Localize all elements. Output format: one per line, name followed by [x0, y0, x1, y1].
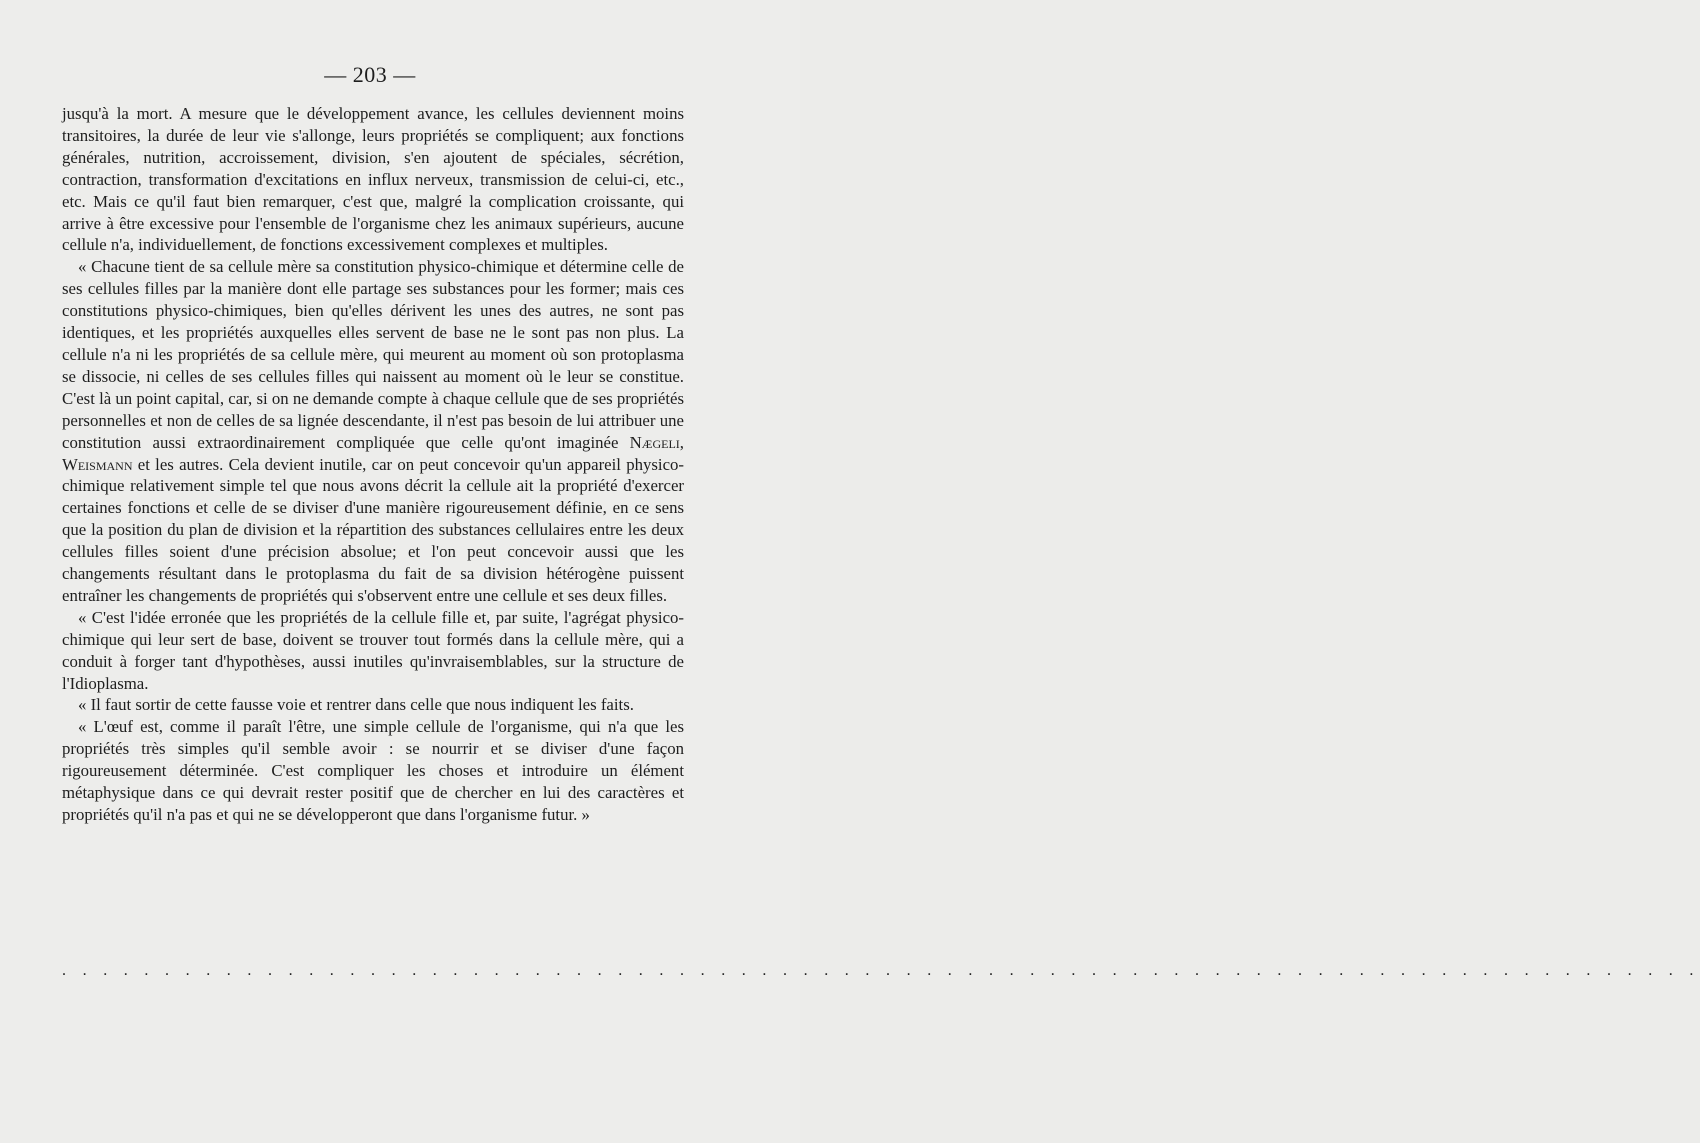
paragraph-4: « Il faut sortir de cette fausse voie et rentrer dans celle que nous indiquent les faits. — [78, 695, 634, 715]
page-number: — 203 — — [324, 62, 416, 87]
body-text — [62, 103, 684, 826]
paragraph-2 — [62, 256, 684, 607]
paragraph-5: « L'œuf est, comme il paraît l'être, une simple cellule de l'organisme, qui n'a que les propriétés très simples qu'il semble avoir : se nourrir et se diviser d'une façon rigoureusement déterminée. C'est compliquer les choses et introduire un élément métaphysique dans ce qui devrait rester positif que de chercher en lui des caractères et propriétés qu'il n'a pas et qui ne se développeront que dans l'organisme futur. » — [62, 717, 684, 824]
paragraph-1: jusqu'à la mort. A mesure que le développement avance, les cellules deviennent moins transitoires, la durée de leur vie s'allonge, leurs propriétés se compliquent; aux fonctions générales, nutrition, accroissement, division, s'en ajoutent de spéciales, sécrétion, contraction, transformation d'excitations en influx nerveux, transmission de celui-ci, etc., etc. Mais ce qu'il faut bien remarquer, c'est que, malgré la complication croissante, qui arrive à être excessive pour l'ensemble de l'organisme chez les animaux supérieurs, aucune cellule n'a, individuellement, de fonctions excessivement complexes et multiples. — [62, 104, 684, 255]
paragraph-3: « C'est l'idée erronée que les propriétés de la cellule fille et, par suite, l'agrégat physico-chimique qui leur sert de base, doivent se trouver tout formés dans la cellule mère, qui a conduit à forger tant d'hypothèses, aussi inutiles qu'invraisemblables, sur la structure de l'Idioplasma. — [62, 607, 684, 693]
author-name-naegeli: Nægeli — [629, 432, 680, 452]
paragraph-2-separator: , — [679, 432, 684, 452]
ellipsis-line: . . . . . . . . . . . . . . . . . . . . . . . . . . . . . . . . . . . . . . . . . . . . . . . . . . . . . . . . . . . . . . . . . . . . . . . . . . . . . . . . — [62, 962, 1700, 979]
author-name-weismann: Weismann — [62, 454, 133, 474]
paragraph-2-part-2: et les autres. Cela devient inutile, car on peut concevoir qu'un appareil physico-chimique relativement simple tel que nous avons décrit la cellule ait la propriété d'exercer certaines fonctions et celle de se diviser d'une manière rigoureusement définie, en ce sens que la position du plan de division et la répartition des substances cellulaires entre les deux cellules filles soient d'une précision absolue; et l'on peut concevoir aussi que les changements résultant dans le protoplasma du fait de sa division hétérogène puissent entraîner les changements de propriétés qui s'observent entre une cellule et ses deux filles. — [62, 454, 684, 605]
paragraph-2-part-1: « Chacune tient de sa cellule mère sa constitution physico-chimique et détermine celle de ses cellules filles par la manière dont elle partage ses substances pour les former; mais ces constitutions physico-chimiques, bien qu'elles dérivent les unes des autres, ne sont pas identiques, et les propriétés auxquelles elles servent de base ne le sont pas non plus. La cellule n'a ni les propriétés de sa cellule mère, qui meurent au moment où son protoplasma se dissocie, ni celles de ses cellules filles qui naissent au moment où le leur se constitue. C'est là un point capital, car, si on ne demande compte à chaque cellule que de ses propriétés personnelles et non de celles de sa lignée descendante, il n'est pas besoin de lui attribuer une constitution aussi extraordinairement compliquée que celle qu'ont imaginée — [62, 257, 684, 452]
